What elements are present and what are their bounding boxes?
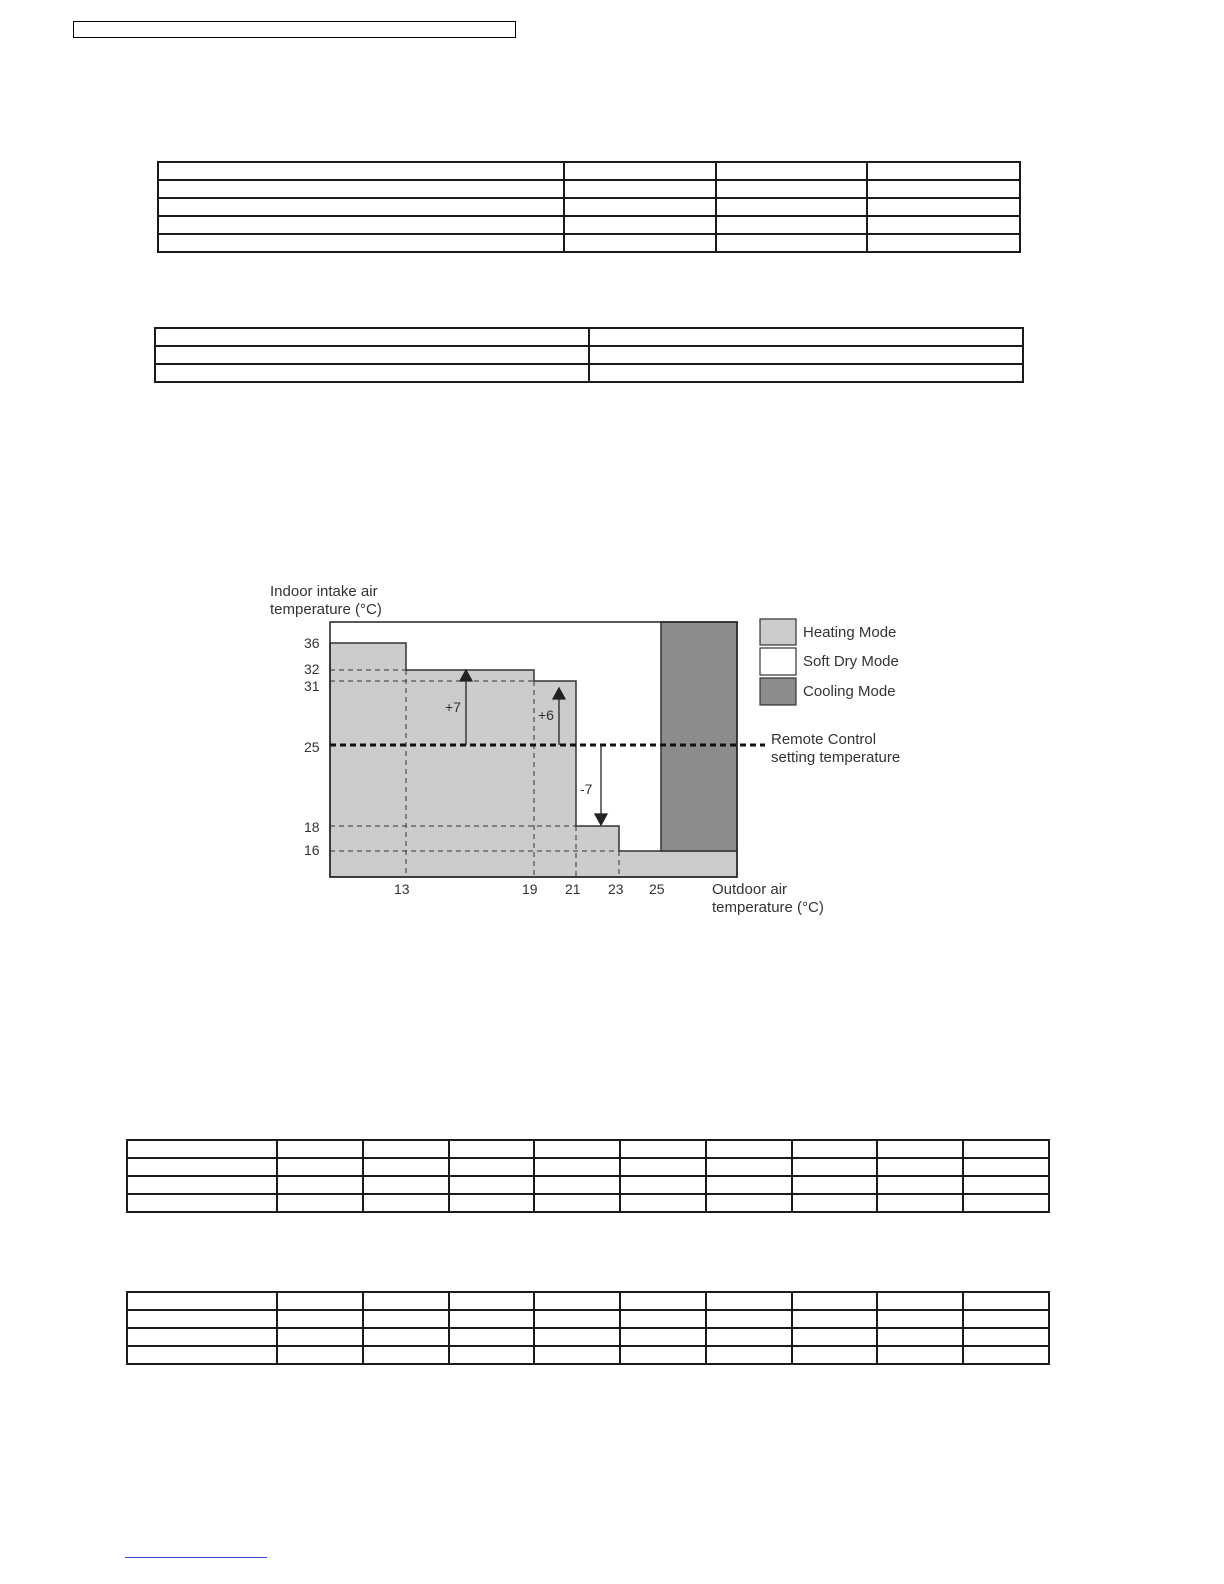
table-2: [154, 327, 1024, 383]
legend-label: Soft Dry Mode: [803, 653, 899, 670]
table-row: [127, 1140, 1049, 1158]
table-row: [158, 216, 1020, 234]
operation-mode-chart: [260, 575, 940, 935]
table-row: [158, 234, 1020, 252]
cooling-region: [661, 622, 737, 851]
legend-swatch-cooling: [760, 678, 796, 705]
header-box: [73, 21, 516, 38]
legend-swatch-heating: [760, 619, 796, 645]
x-axis-label: Outdoor air: [712, 881, 788, 898]
x-tick-label: 19: [522, 881, 538, 897]
arrow-label: +7: [445, 699, 461, 715]
y-axis-label: Indoor intake air: [270, 583, 378, 600]
x-tick-label: 25: [649, 881, 665, 897]
x-tick-label: 21: [565, 881, 581, 897]
table-row: [155, 328, 1023, 346]
legend-swatch-soft-dry: [760, 648, 796, 675]
table-row: [127, 1346, 1049, 1364]
y-tick-label: 18: [304, 819, 320, 835]
x-axis-label: temperature (°C): [712, 899, 824, 916]
arrow-minus7-head: [595, 814, 607, 825]
y-tick-label: 25: [304, 739, 320, 755]
x-tick-label: 13: [394, 881, 410, 897]
footer-link[interactable]: [125, 1557, 267, 1558]
chart-svg: [260, 575, 940, 935]
table-1: [157, 161, 1021, 253]
table-row: [155, 346, 1023, 364]
table-row: [127, 1310, 1049, 1328]
y-axis-label: temperature (°C): [270, 601, 382, 618]
table-row: [127, 1194, 1049, 1212]
legend-label: Heating Mode: [803, 624, 897, 641]
setting-label: setting temperature: [771, 749, 901, 766]
table-row: [158, 180, 1020, 198]
x-tick-label: 23: [608, 881, 624, 897]
setting-label: Remote Control: [771, 731, 877, 748]
table-row: [127, 1328, 1049, 1346]
table-row: [127, 1176, 1049, 1194]
y-tick-label: 16: [304, 842, 320, 858]
legend-label: Cooling Mode: [803, 683, 896, 700]
table-row: [158, 198, 1020, 216]
table-row: [127, 1158, 1049, 1176]
arrow-label: +6: [538, 707, 554, 723]
table-row: [127, 1292, 1049, 1310]
table-row: [158, 162, 1020, 180]
y-tick-label: 36: [304, 635, 320, 651]
table-3: [126, 1139, 1050, 1213]
y-tick-label: 32: [304, 661, 320, 677]
y-tick-label: 31: [304, 678, 320, 694]
arrow-label: -7: [580, 781, 593, 797]
table-4: [126, 1291, 1050, 1365]
table-row: [155, 364, 1023, 382]
